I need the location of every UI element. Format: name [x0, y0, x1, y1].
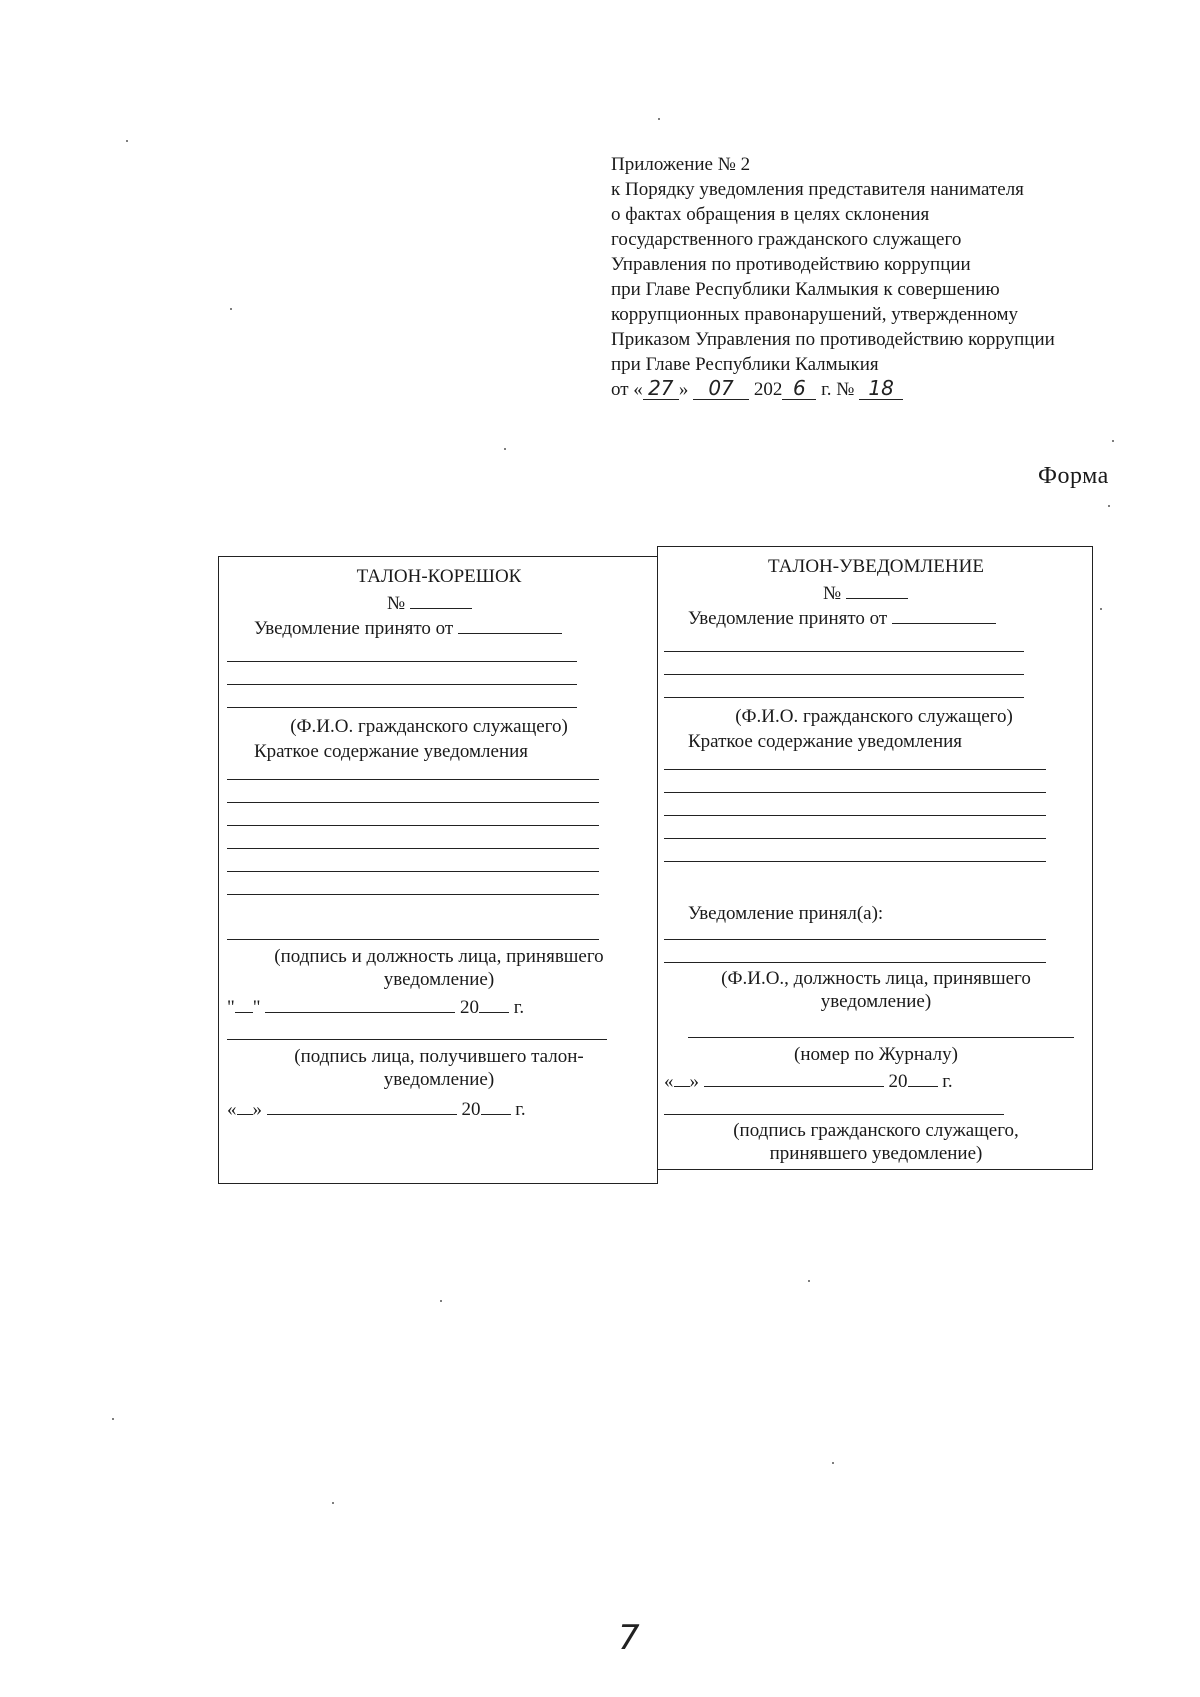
number-blank[interactable] — [410, 590, 472, 609]
summary-line[interactable] — [227, 894, 599, 895]
scan-speck — [1100, 608, 1102, 610]
number-blank[interactable] — [846, 580, 908, 599]
stub-right-sig-caption-2: принявшего уведомление) — [769, 1143, 983, 1164]
year-prefix: 202 — [753, 379, 783, 400]
appendix-line: коррупционных правонарушений, утвержденному — [611, 304, 1019, 325]
scan-speck — [112, 1418, 114, 1420]
stub-left-sig-caption-1: (подпись и должность лица, принявшего — [274, 946, 604, 967]
received-from-label: Уведомление принято от — [254, 618, 454, 639]
stub-right-fio-caption: (Ф.И.О. гражданского служащего) — [735, 706, 1013, 727]
stub-right-date-row — [664, 1068, 953, 1093]
summary-line[interactable] — [227, 825, 599, 826]
year-suffix: г. — [515, 1099, 526, 1120]
handwritten-day: 27 — [643, 377, 679, 400]
stub-left-number-row — [387, 590, 472, 615]
year-blank[interactable] — [481, 1096, 511, 1115]
scan-speck — [440, 1300, 442, 1302]
summary-line[interactable] — [664, 792, 1046, 793]
scan-speck — [126, 140, 128, 142]
appendix-line: при Главе Республики Калмыкия — [611, 354, 879, 375]
scan-speck — [230, 308, 232, 310]
received-from-label: Уведомление принято от — [688, 608, 888, 629]
appendix-line: Приказом Управления по противодействию коррупции — [611, 329, 1055, 350]
appendix-date-line — [611, 377, 1131, 402]
page-number: 7 — [618, 1618, 640, 1658]
received-from-blank[interactable] — [892, 605, 996, 624]
summary-line[interactable] — [227, 802, 599, 803]
stub-left-summary-label: Краткое содержание уведомления — [254, 741, 529, 762]
date-day-blank[interactable] — [674, 1068, 690, 1087]
stub-left-box — [218, 556, 658, 1184]
year-prefix: 20 — [460, 997, 480, 1018]
date-day-blank[interactable] — [235, 994, 253, 1013]
date-month-blank[interactable] — [265, 994, 455, 1013]
year-blank[interactable] — [908, 1068, 938, 1087]
recipient-signature-line[interactable] — [227, 1039, 607, 1040]
appendix-line: Управления по противодействию коррупции — [611, 254, 971, 275]
date-close-quote: » — [252, 1099, 262, 1120]
fio-line[interactable] — [227, 707, 577, 708]
date-open-quote: « — [664, 1071, 674, 1092]
scan-speck — [658, 118, 660, 120]
stub-left-fio-caption: (Ф.И.О. гражданского служащего) — [290, 716, 568, 737]
stub-left-sig2-caption-2: уведомление) — [383, 1069, 495, 1090]
summary-line[interactable] — [664, 769, 1046, 770]
servant-signature-line[interactable] — [664, 1114, 1004, 1115]
summary-line[interactable] — [664, 861, 1046, 862]
summary-line[interactable] — [227, 871, 599, 872]
stub-right-title: ТАЛОН-УВЕДОМЛЕНИЕ — [768, 556, 984, 577]
date-month-blank[interactable] — [704, 1068, 884, 1087]
fio-line[interactable] — [227, 661, 577, 662]
stub-left-sig-caption-2: уведомление) — [383, 969, 495, 990]
order-label: г. № — [821, 379, 855, 400]
scan-speck — [1112, 440, 1114, 442]
date-month-blank[interactable] — [267, 1096, 457, 1115]
fio-line[interactable] — [664, 674, 1024, 675]
accepted-by-line[interactable] — [664, 939, 1046, 940]
summary-line[interactable] — [227, 779, 599, 780]
appendix-line: Приложение № 2 — [611, 154, 751, 175]
stub-right-summary-label: Краткое содержание уведомления — [688, 731, 963, 752]
journal-number-line[interactable] — [688, 1037, 1074, 1038]
scan-speck — [808, 1280, 810, 1282]
stub-right-box — [657, 546, 1093, 1170]
date-prefix: от « — [611, 379, 643, 400]
date-day-blank[interactable] — [237, 1096, 253, 1115]
date-mid: » — [678, 379, 689, 400]
signature-line[interactable] — [227, 939, 599, 940]
year-prefix: 20 — [888, 1071, 908, 1092]
handwritten-month: 07 — [693, 377, 749, 400]
appendix-header — [611, 152, 1131, 402]
appendix-line: о фактах обращения в целях склонения — [611, 204, 930, 225]
scan-speck — [1108, 505, 1110, 507]
fio-line[interactable] — [664, 697, 1024, 698]
form-label: Форма — [1038, 463, 1109, 489]
appendix-line: государственного гражданского служащего — [611, 229, 962, 250]
stub-left-title: ТАЛОН-КОРЕШОК — [356, 566, 522, 587]
number-label: № — [823, 583, 842, 604]
fio-line[interactable] — [664, 651, 1024, 652]
stub-left-sig2-caption-1: (подпись лица, получившего талон- — [294, 1046, 584, 1067]
stub-right-received-row — [688, 605, 996, 630]
fio-line[interactable] — [227, 684, 577, 685]
date-close-quote: » — [689, 1071, 699, 1092]
year-suffix: г. — [942, 1071, 953, 1092]
appendix-line: при Главе Республики Калмыкия к совершению — [611, 279, 1000, 300]
stub-left-received-row — [254, 615, 562, 640]
date-open-quote: " — [227, 997, 235, 1018]
summary-line[interactable] — [664, 815, 1046, 816]
stub-left-date2-row — [227, 1096, 526, 1121]
date-close-quote: " — [252, 997, 261, 1018]
appendix-line: к Порядку уведомления представителя нанимателя — [611, 179, 1024, 200]
handwritten-year: 6 — [782, 377, 816, 400]
stub-right-fio-pos-caption-2: уведомление) — [820, 991, 932, 1012]
number-label: № — [387, 593, 406, 614]
scan-speck — [504, 448, 506, 450]
year-prefix: 20 — [461, 1099, 481, 1120]
stub-left-date-row — [227, 994, 524, 1019]
handwritten-order-number: 18 — [859, 377, 903, 400]
scan-speck — [332, 1502, 334, 1504]
summary-line[interactable] — [227, 848, 599, 849]
year-blank[interactable] — [479, 994, 509, 1013]
stub-right-accepted-by: Уведомление принял(а): — [688, 903, 884, 924]
accepted-by-line[interactable] — [664, 962, 1046, 963]
scan-speck — [832, 1462, 834, 1464]
stub-right-number-row — [823, 580, 908, 605]
stub-right-journal-caption: (номер по Журналу) — [794, 1044, 958, 1065]
received-from-blank[interactable] — [458, 615, 562, 634]
summary-line[interactable] — [664, 838, 1046, 839]
date-open-quote: « — [227, 1099, 237, 1120]
stub-right-fio-pos-caption-1: (Ф.И.О., должность лица, принявшего — [721, 968, 1031, 989]
stub-right-sig-caption-1: (подпись гражданского служащего, — [733, 1120, 1019, 1141]
year-suffix: г. — [513, 997, 525, 1018]
